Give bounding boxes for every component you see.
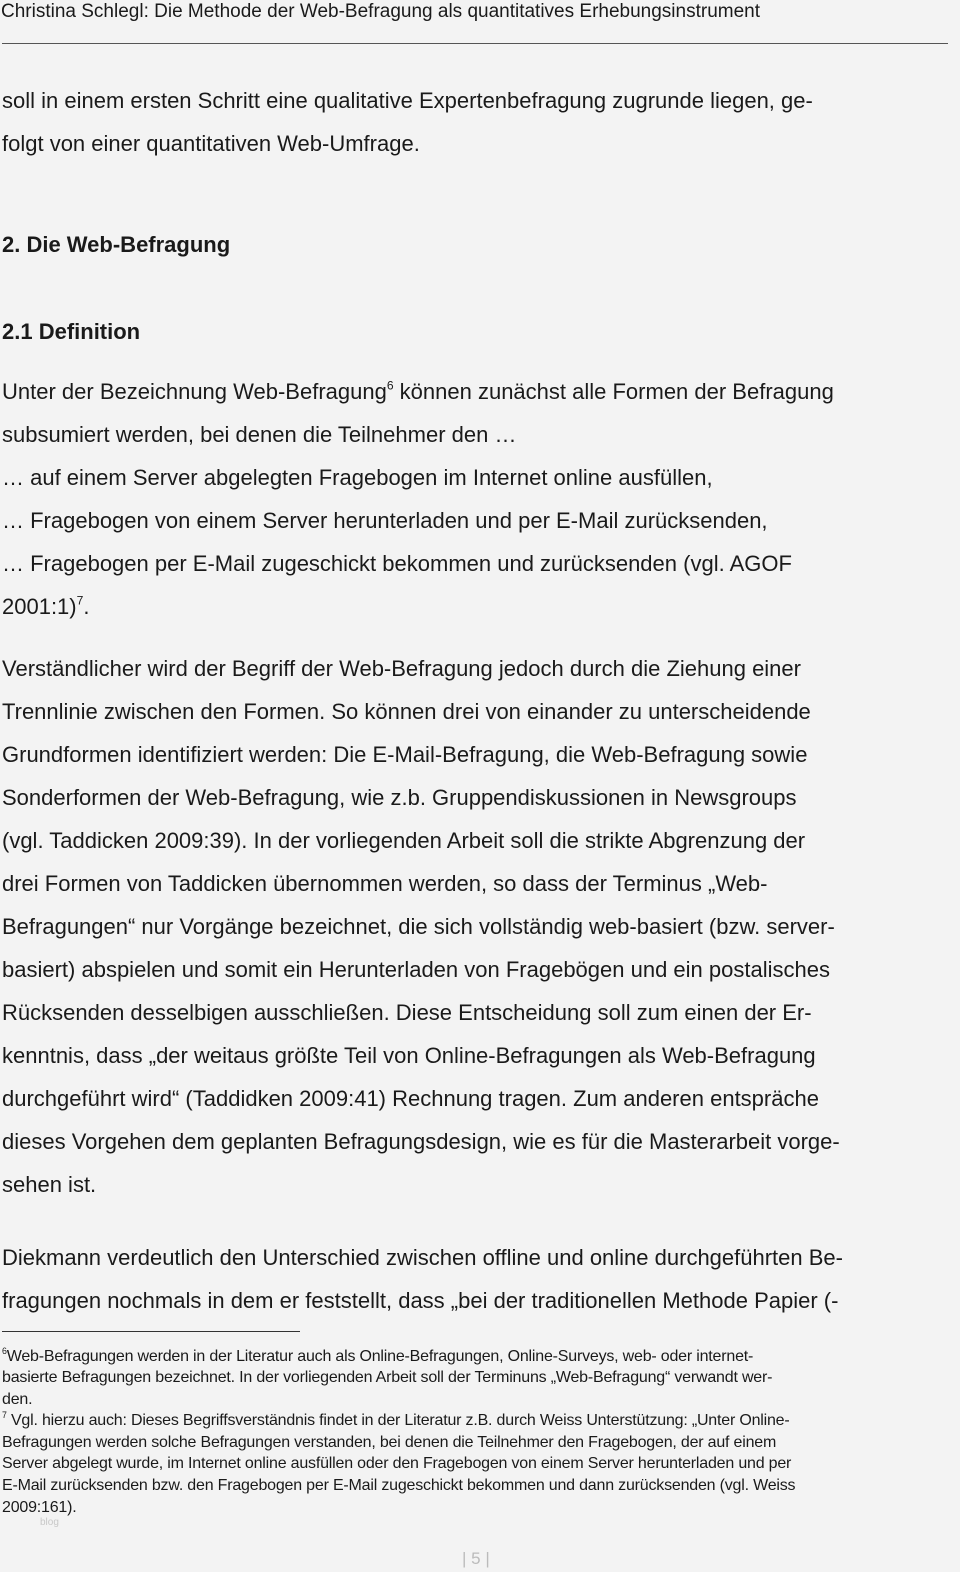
text-span: den. (2, 1391, 33, 1408)
text-span: Rücksenden desselbigen ausschließen. Diese Entscheidung soll zum einen der Er- (2, 1000, 812, 1025)
text-span: kenntnis, dass „der weitaus größte Teil von Online-Befragungen als Web-Befragung (2, 1043, 816, 1068)
body-line (2, 741, 807, 769)
body-line (2, 655, 801, 683)
text-span: durchgeführt wird“ (Taddidken 2009:41) Rechnung tragen. Zum anderen entspräche (2, 1086, 819, 1111)
body-line (2, 956, 830, 984)
body-line (2, 130, 420, 158)
body-line (2, 870, 767, 898)
section-heading (2, 231, 230, 259)
body-line (2, 464, 713, 492)
text-span: subsumiert werden, bei denen die Teilnehmer den … (2, 422, 517, 447)
body-line (2, 913, 835, 941)
text-span: sehen ist. (2, 1172, 97, 1197)
body-line (2, 1085, 819, 1113)
text-span: Befragungen werden solche Befragungen verstanden, bei denen die Teilnehmer den Fragebogen, der auf einem (2, 1434, 777, 1451)
text-span: fragungen nochmals in dem er feststellt, dass „bei der traditionellen Methode Papier (- (2, 1288, 839, 1313)
body-line (2, 507, 768, 535)
text-span: Server abgelegt wurde, im Internet online ausfüllen oder den Fragebogen von einem Server herunterladen und per (2, 1455, 792, 1472)
text-span: Grundformen identifiziert werden: Die E-Mail-Befragung, die Web-Befragung sowie (2, 742, 808, 767)
text-span: Unter der Bezeichnung Web-Befragung (2, 379, 387, 404)
footnote-line (2, 1347, 753, 1367)
text-span: drei Formen von Taddicken übernommen werden, so dass der Terminus „Web- (2, 871, 768, 896)
text-span: … auf einem Server abgelegten Fragebogen im Internet online ausfüllen, (2, 465, 713, 490)
text-span: … Fragebogen von einem Server herunterladen und per E-Mail zurücksenden, (2, 508, 768, 533)
text-span: 2009:161). (2, 1499, 77, 1516)
text-span: können zunächst alle Formen der Befragung (393, 379, 834, 404)
text-span: Verständlicher wird der Begriff der Web-Befragung jedoch durch die Ziehung einer (2, 656, 801, 681)
footnote-line (2, 1498, 77, 1518)
text-span: folgt von einer quantitativen Web-Umfrage. (2, 131, 420, 156)
body-line (2, 87, 813, 115)
text-span: dieses Vorgehen dem geplanten Befragungsdesign, wie es für die Masterarbeit vorge- (2, 1129, 840, 1154)
text-span: soll in einem ersten Schritt eine qualitative Expertenbefragung zugrunde liegen, ge- (2, 88, 813, 113)
text-span: 2.1 Definition (2, 319, 141, 344)
text-span: 2001:1) (2, 594, 77, 619)
text-span: (vgl. Taddicken 2009:39). In der vorliegenden Arbeit soll die strikte Abgrenzung der (2, 828, 806, 853)
body-line (2, 784, 796, 812)
body-line (2, 1287, 838, 1315)
text-span: basiert) abspielen und somit ein Herunterladen von Fragebögen und ein postalisches (2, 957, 830, 982)
body-line (2, 550, 792, 578)
text-span: Web-Befragungen werden in der Literatur auch als Online-Befragungen, Online-Surveys, web- oder internet- (6, 1348, 754, 1365)
text-span: Vgl. hierzu auch: Dieses Begriffsverständnis findet in der Literatur z.B. durch Weiss Unterstützung: „Unter Online- (6, 1412, 790, 1429)
section-heading (2, 318, 140, 346)
body-line (2, 421, 516, 449)
footnote-line (2, 1454, 791, 1474)
text-span: Trennlinie zwischen den Formen. So können drei von einander zu unterscheidende (2, 699, 811, 724)
footnote-rule (2, 1331, 300, 1332)
text-span: Sonderformen der Web-Befragung, wie z.b. Gruppendiskussionen in Newsgroups (2, 785, 797, 810)
text-span: Befragungen“ nur Vorgänge bezeichnet, die sich vollständig web-basiert (bzw. server- (2, 914, 835, 939)
footnote-line (2, 1368, 772, 1388)
text-span: … Fragebogen per E-Mail zugeschickt bekommen und zurücksenden (vgl. AGOF (2, 551, 792, 576)
body-line (2, 1244, 843, 1272)
text-span: E-Mail zurücksenden bzw. den Fragebogen per E-Mail zugeschickt bekommen und dann zurücksenden (vgl. Weiss (2, 1477, 796, 1494)
body-line (2, 1042, 816, 1070)
footnote-marker: 6 (2, 1345, 7, 1356)
watermark: blog (40, 1517, 59, 1528)
body-line (2, 1171, 96, 1199)
footnote-line (2, 1390, 32, 1410)
footnote-marker: 7 (76, 593, 84, 608)
running-header: Christina Schlegl: Die Methode der Web-Befragung als quantitatives Erhebungsinstrument (1, 1, 761, 22)
body-line (2, 378, 834, 406)
text-span: 2. Die Web-Befragung (2, 232, 231, 257)
footnote-line (2, 1433, 776, 1453)
footnote-marker: 7 (2, 1409, 7, 1420)
body-line (2, 1128, 840, 1156)
body-line (2, 698, 811, 726)
footnote-line (2, 1411, 790, 1431)
body-line (2, 999, 812, 1027)
body-line (2, 593, 89, 621)
header-rule (2, 43, 948, 44)
footnote-marker: 6 (386, 378, 394, 393)
footnote-line (2, 1476, 795, 1496)
body-line (2, 827, 805, 855)
text-span: Diekmann verdeutlich den Unterschied zwischen offline und online durchgeführten Be- (2, 1245, 843, 1270)
page-number: | 5 | (462, 1549, 490, 1568)
text-span: basierte Befragungen bezeichnet. In der vorliegenden Arbeit soll der Terminuns „Web-Befragung“ verwandt wer- (2, 1369, 773, 1386)
text-span: . (83, 594, 90, 619)
